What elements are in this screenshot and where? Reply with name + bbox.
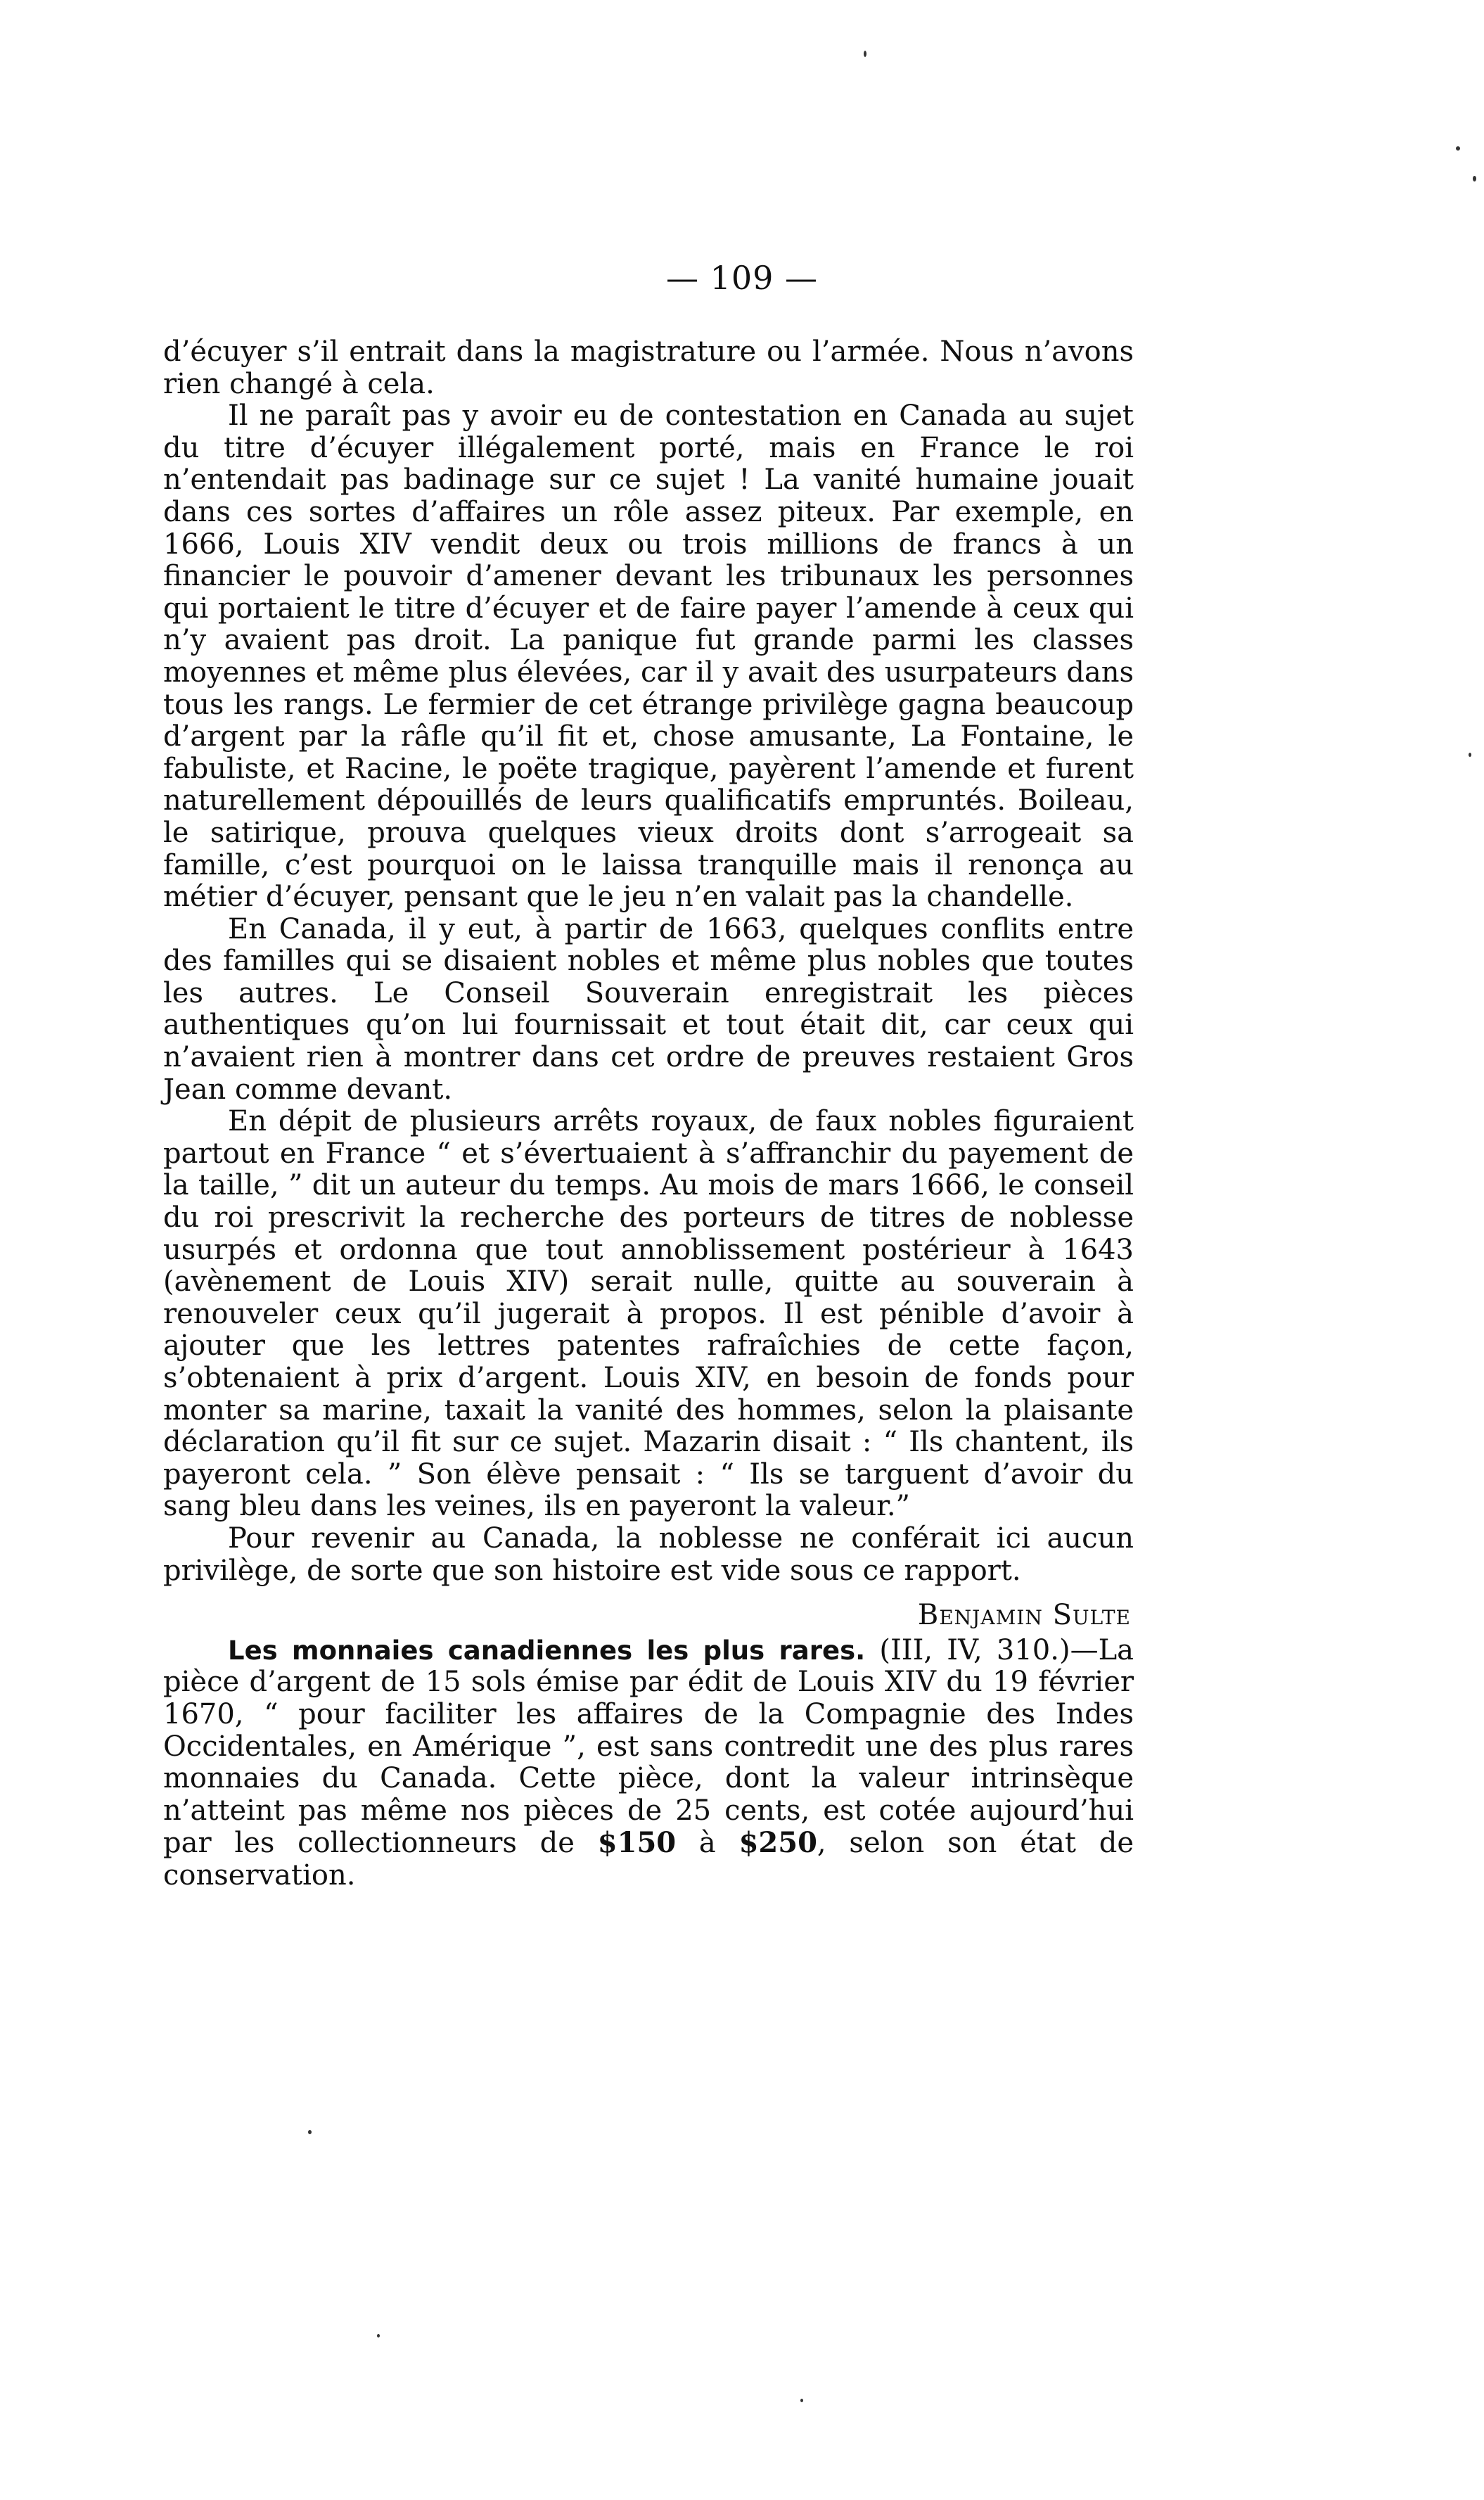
paragraph-1: d’écuyer s’il entrait dans la magistrature ou l’armée. Nous n’avons rien changé à cela. xyxy=(163,336,1134,400)
price-low: $150 xyxy=(597,1826,677,1860)
page-body xyxy=(163,336,1134,1892)
page-number: — 109 — xyxy=(665,259,819,297)
price-joiner: à xyxy=(676,1827,739,1860)
scan-speck xyxy=(1473,176,1476,181)
price-high: $250 xyxy=(738,1826,817,1860)
scan-speck xyxy=(377,2334,380,2338)
paragraph-2: Il ne paraît pas y avoir eu de contestation en Canada au sujet du titre d’écuyer illégalement porté, mais en France le roi n’entendait pas badinage sur ce sujet ! La vanité humaine jouait dans ces sortes d’affaires un rôle assez piteux. Par exemple, en 1666, Louis XIV vendit deux ou trois millions de francs à un financier le pouvoir d’amener devant les tribunaux les personnes qui portaient le titre d’écuyer et de faire payer l’amende à ceux qui n’y avaient pas droit. La panique fut grande parmi les classes moyennes et même plus élevées, car il y avait des usurpateurs dans tous les rangs. Le fermier de cet étrange privilège gagna beaucoup d’argent par la râfle qu’il fit et, chose amusante, La Fontaine, le fabuliste, et Racine, le poëte tragique, payèrent l’amende et furent naturellement dépouillés de leurs qualificatifs empruntés. Boileau, le satirique, prouva quelques vieux droits dont s’arrogeait sa famille, c’est pourquoi on le laissa tranquille mais il renonça au métier d’écuyer, pensant que le jeu n’en valait pas la chandelle. xyxy=(163,400,1134,914)
notice-text: La pièce d’argent de 15 sols émise par édit de Louis XIV du 19 février 1670, “ pour faciliter les affaires de la Compagnie des Indes Occidentales, en Amérique ”, est sans contredit une des plus rares monnaies du Canada. Cette pièce, dont la valeur intrinsèque n’atteint pas même nos pièces de 25 cents, est cotée aujourd’hui par les collectionneurs de xyxy=(163,1633,1134,1860)
author-signature: Benjamin Sulte xyxy=(917,1599,1131,1632)
notice-title: Les monnaies canadiennes les plus rares. xyxy=(228,1635,866,1666)
paragraph-3: En Canada, il y eut, à partir de 1663, quelques conflits entre des familles qui se disaient nobles et même plus nobles que toutes les autres. Le Conseil Souverain enregistrait les pièces authentiques qu’on lui fournissait et tout était dit, car ceux qui n’avaient rien à montrer dans cet ordre de preuves restaient Gros Jean comme devant. xyxy=(163,912,1134,1106)
scan-speck xyxy=(1456,146,1460,151)
paragraph-4: En dépit de plusieurs arrêts royaux, de faux nobles figuraient partout en France “ et s’évertuaient à s’affranchir du payement de la taille, ” dit un auteur du temps. Au mois de mars 1666, le conseil du roi prescrivit la recherche des porteurs de titres de noblesse usurpés et ordonna que tout annoblissement postérieur à 1643 (avènement de Louis XIV) serait nulle, quitte au souverain à renouveler ceux qu’il jugerait à propos. Il est pénible d’avoir à ajouter que les lettres patentes rafraîchies de cette façon, s’obtenaient à prix d’argent. Louis XIV, en besoin de fonds pour monter sa marine, taxait la vanité des hommes, selon la plaisante déclaration qu’il fit sur ce sujet. Mazarin disait : “ Ils chantent, ils payeront cela. ” Son élève pensait : “ Ils se targuent d’avoir du sang bleu dans les veines, ils en payeront la valeur.” xyxy=(163,1105,1134,1523)
scan-speck xyxy=(308,2130,312,2134)
scan-speck xyxy=(800,2399,803,2402)
scan-speck xyxy=(864,51,866,57)
notice-text-end: , selon son état de conservation. xyxy=(163,1827,1134,1892)
coin-notice xyxy=(163,1635,1134,1892)
notice-reference: (III, IV, 310.)— xyxy=(879,1633,1099,1666)
paragraph-5: Pour revenir au Canada, la noblesse ne conférait ici aucun privilège, de sorte que son histoire est vide sous ce rapport. xyxy=(163,1522,1134,1587)
scan-speck xyxy=(1469,753,1471,757)
